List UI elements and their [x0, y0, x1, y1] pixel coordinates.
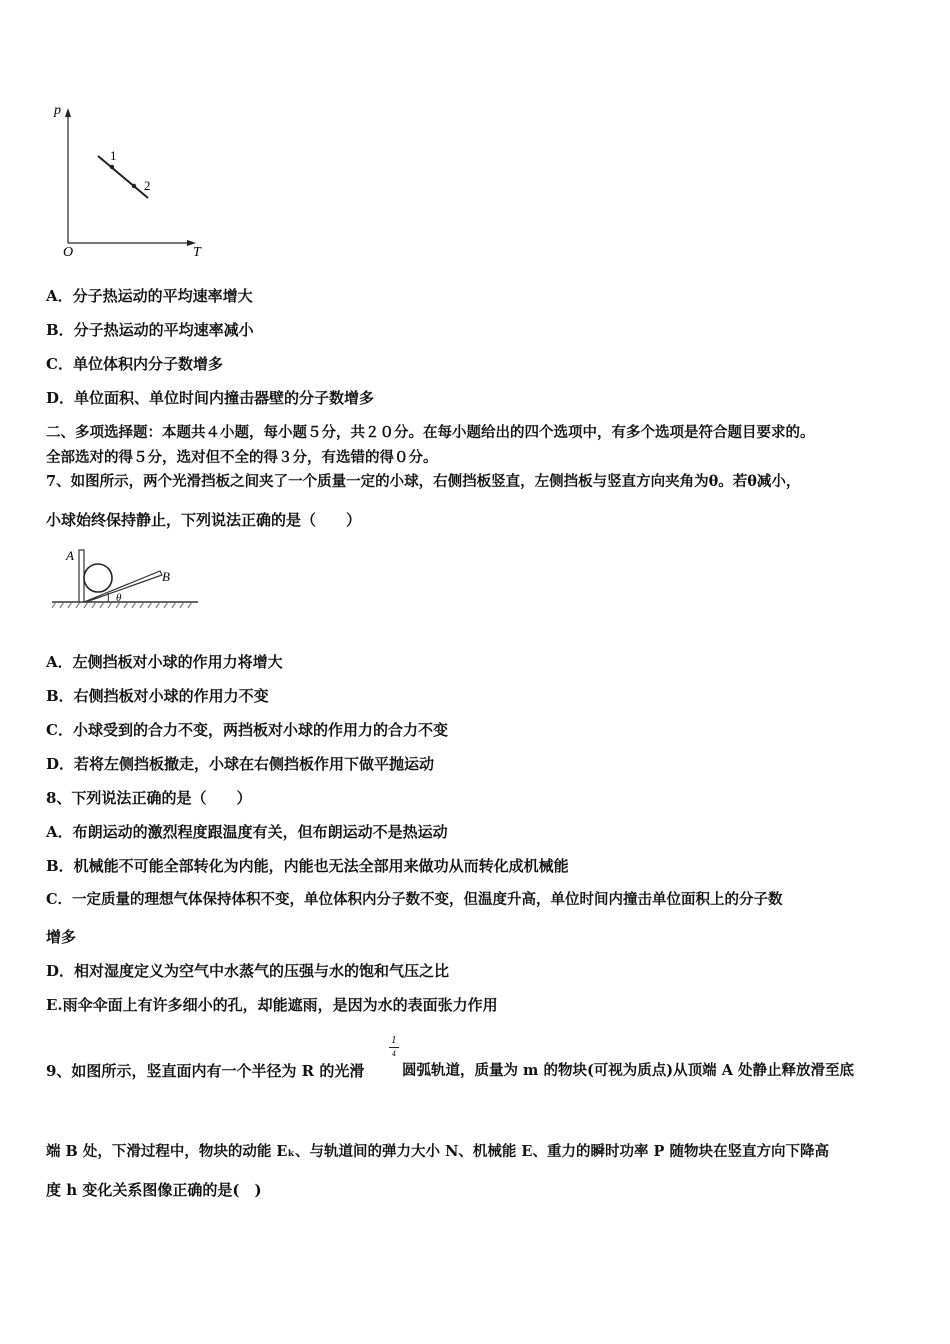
q8-option-e: E.雨伞伞面上有许多细小的孔，却能遮雨，是因为水的表面张力作用 — [46, 996, 498, 1014]
q7-option-c: C．小球受到的合力不变，两挡板对小球的作用力的合力不变 — [46, 721, 448, 739]
q9-stem-line2: 端 B 处，下滑过程中，物块的动能 Eₖ、与轨道间的弹力大小 N、机械能 E、重力的瞬时功率 P 随物块在竖直方向下降高 — [46, 1143, 829, 1160]
q8-stem: 8、下列说法正确的是（ ） — [46, 789, 252, 807]
board-b-label: B — [162, 569, 170, 584]
q6-option-a: A．分子热运动的平均速率增大 — [46, 287, 253, 305]
ground-hatching — [52, 602, 192, 608]
q8-option-a: A．布朗运动的激烈程度跟温度有关，但布朗运动不是热运动 — [46, 823, 448, 841]
fraction-bar — [389, 1047, 399, 1048]
board-a-label: A — [66, 548, 74, 563]
origin-label: O — [63, 245, 74, 260]
q6-option-c: C．单位体积内分子数增多 — [46, 355, 223, 373]
process-line — [98, 156, 148, 198]
q9-stem-line1a: 9、如图所示，竖直面内有一个半径为 R 的光滑 — [46, 1062, 365, 1080]
fraction-denominator: 4 — [391, 1050, 397, 1058]
p-label: p — [54, 103, 61, 118]
q9-fraction — [389, 1036, 399, 1059]
p-axis-arrow — [65, 108, 71, 117]
theta-label: θ — [116, 592, 122, 604]
q7-stem-line1: 7、如图所示，两个光滑挡板之间夹了一个质量一定的小球，右侧挡板竖直，左侧挡板与竖直方向夹角为θ。若θ减小， — [46, 473, 801, 490]
point-2-label: 2 — [144, 178, 151, 193]
point-1-label: 1 — [110, 148, 117, 163]
q6-option-b: B．分子热运动的平均速率减小 — [46, 321, 254, 339]
fraction-numerator: 1 — [391, 1036, 397, 1046]
q6-option-d: D．单位面积、单位时间内撞击器壁的分子数增多 — [46, 389, 375, 407]
q9-stem-line3: 度 h 变化关系图像正确的是( ) — [46, 1181, 262, 1199]
p-t-graph — [50, 100, 220, 265]
q8-option-c-cont: 增多 — [46, 928, 77, 946]
q8-option-c: C．一定质量的理想气体保持体积不变，单位体积内分子数不变，但温度升高，单位时间内撞击单位面积上的分子数 — [46, 891, 783, 908]
q9-stem-line1b: 圆弧轨道，质量为 m 的物块(可视为质点)从顶端 A 处静止释放滑至底 — [402, 1062, 855, 1079]
state-point-1 — [110, 165, 114, 169]
q8-option-b: B．机械能不可能全部转化为内能，内能也无法全部用来做功从而转化成机械能 — [46, 857, 569, 875]
t-label: T — [193, 245, 201, 260]
q7-option-a: A．左侧挡板对小球的作用力将增大 — [46, 653, 283, 671]
ball-boards-figure — [48, 540, 208, 620]
section2-heading-line1: 二、多项选择题：本题共４小题，每小题５分，共２０分。在每小题给出的四个选项中，有多个选项是符合题目要求的。 — [46, 424, 815, 441]
ball — [84, 564, 112, 592]
q7-option-d: D．若将左侧挡板撤走，小球在右侧挡板作用下做平抛运动 — [46, 755, 435, 773]
state-point-2 — [132, 184, 136, 188]
q8-option-d: D．相对湿度定义为空气中水蒸气的压强与水的饱和气压之比 — [46, 962, 450, 980]
q7-option-b: B．右侧挡板对小球的作用力不变 — [46, 687, 269, 705]
q7-stem-line2: 小球始终保持静止，下列说法正确的是（ ） — [46, 511, 362, 529]
vertical-board-a — [79, 550, 84, 602]
section2-heading-line2: 全部选对的得５分，选对但不全的得３分，有选错的得０分。 — [46, 449, 438, 466]
